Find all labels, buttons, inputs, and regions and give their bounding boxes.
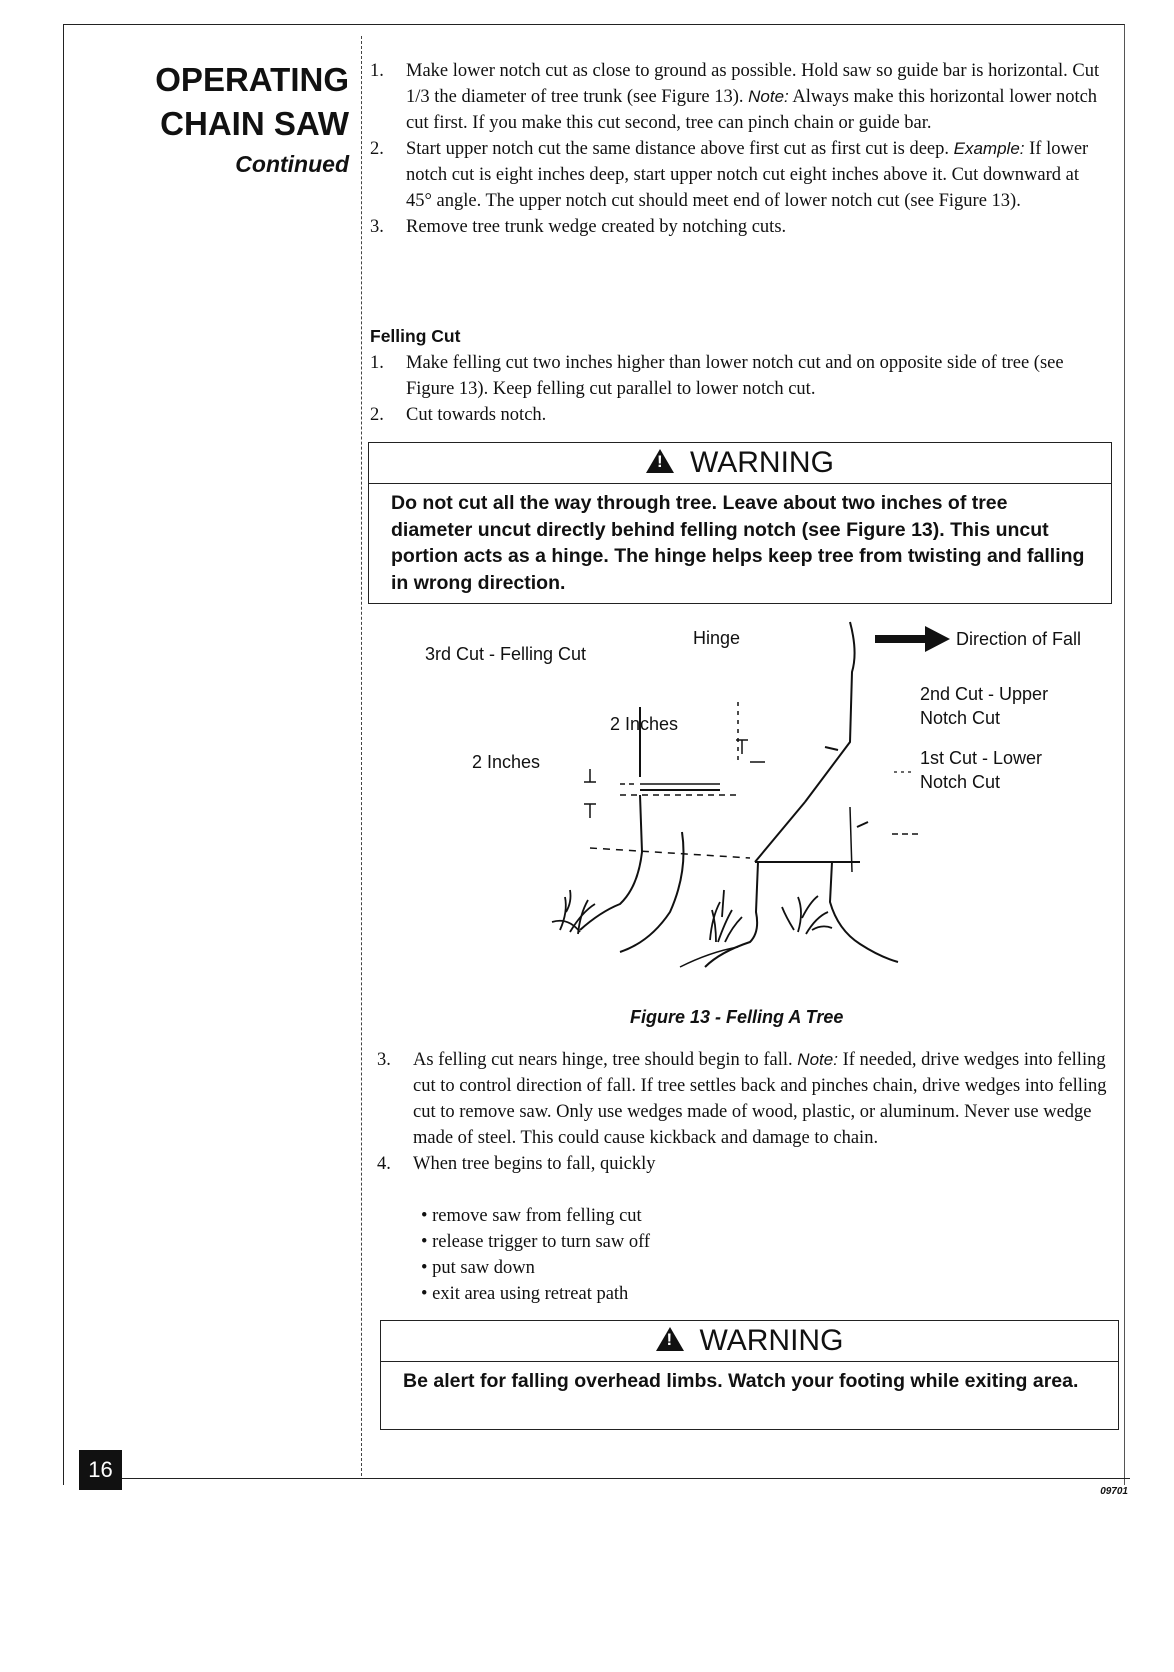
notch-steps-list [370, 58, 1105, 240]
second-cut-label-1: 2nd Cut - Upper [920, 684, 1049, 704]
list-item: 2. Start upper notch cut the same distance above first cut as first cut is deep. Example: If lower notch cut is eight inches deep, start upper notch cut eight inches above it. Cut downward at 45° angle. The upper notch cut should meet end of lower notch cut (see Figure 13). [370, 139, 1089, 211]
two-inches-side-label: 2 Inches [472, 752, 541, 772]
warning-heading: !WARNING [369, 443, 1111, 484]
direction-arrow-icon [875, 626, 950, 652]
list-item: 4. When tree begins to fall, quickly [377, 1154, 656, 1174]
warning-box-hinge [368, 442, 1112, 604]
warning-text: Be alert for falling overhead limbs. Watch your footing while exiting area. [403, 1370, 1079, 1392]
felling-figure [420, 612, 1130, 1012]
document-code: 09701 [1100, 1486, 1128, 1497]
title-continued: Continued [235, 151, 349, 177]
figure-diagram [420, 612, 1130, 1012]
felling-steps-list [370, 350, 1115, 428]
third-cut-label: 3rd Cut - Felling Cut [425, 644, 587, 664]
warning-triangle-icon [646, 449, 674, 473]
title-line-2: CHAIN SAW [160, 105, 349, 142]
title-line-1: OPERATING [155, 61, 349, 98]
hinge-label: Hinge [693, 628, 741, 648]
list-item: 1. Make felling cut two inches higher than lower notch cut and on opposite side of tree (see Figure 13). Keep felling cut parallel to lower notch cut. [370, 353, 1064, 399]
trunk-right-lower [830, 862, 898, 962]
exit-bullets [421, 1203, 650, 1307]
list-item: • remove saw from felling cut [421, 1206, 642, 1226]
upper-notch-cut [755, 802, 805, 862]
grass-tuft-right [782, 896, 832, 934]
grass-tuft-left [552, 890, 595, 934]
figure-caption: Figure 13 - Felling A Tree [630, 1007, 844, 1027]
later-steps-list [377, 1047, 1112, 1177]
column-divider [361, 36, 362, 1476]
section-title [155, 58, 349, 182]
warning-text: Do not cut all the way through tree. Leave about two inches of tree diameter uncut directly behind felling notch (see Figure 13). This uncut portion acts as a hinge. The hinge helps keep tree from twisting and falling in wrong direction. [391, 492, 1085, 594]
warning-box-limbs [380, 1320, 1119, 1430]
direction-label: Direction of Fall [956, 629, 1082, 649]
list-item: • exit area using retreat path [421, 1284, 629, 1304]
felling-cut-heading: Felling Cut [370, 326, 461, 346]
second-cut-label-2: Notch Cut [920, 708, 1001, 728]
warning-heading: !WARNING [381, 1321, 1118, 1362]
list-item: 2. Cut towards notch. [370, 405, 547, 425]
list-item: • release trigger to turn saw off [421, 1232, 651, 1252]
list-item: 1. Make lower notch cut as close to ground as possible. Hold saw so guide bar is horizontal. Cut 1/3 the diameter of tree trunk (see Figure 13). Note: Always make this horizontal lower notch cut first. If you make this cut second, tree can pinch chain or guide bar. [370, 61, 1100, 133]
list-item: 3. Remove tree trunk wedge created by notching cuts. [370, 217, 787, 237]
first-cut-label-1: 1st Cut - Lower [920, 748, 1043, 768]
two-inches-top-label: 2 Inches [610, 714, 679, 734]
bottom-rule [120, 1478, 1130, 1479]
grass-tuft-middle [710, 890, 742, 942]
trunk-right-upper [805, 622, 855, 802]
first-cut-label-2: Notch Cut [920, 772, 1001, 792]
page-number: 16 [79, 1450, 122, 1490]
warning-triangle-icon [656, 1327, 684, 1351]
list-item: • put saw down [421, 1258, 535, 1278]
list-item: 3. As felling cut nears hinge, tree should begin to fall. Note: If needed, drive wedges into felling cut to control direction of fall. If tree settles back and pinches chain, drive wedges into felling cut to remove saw. Only use wedges made of wood, plastic, or aluminum. Never use wedge made of steel. This could cause kickback and damage to chain. [377, 1050, 1107, 1148]
